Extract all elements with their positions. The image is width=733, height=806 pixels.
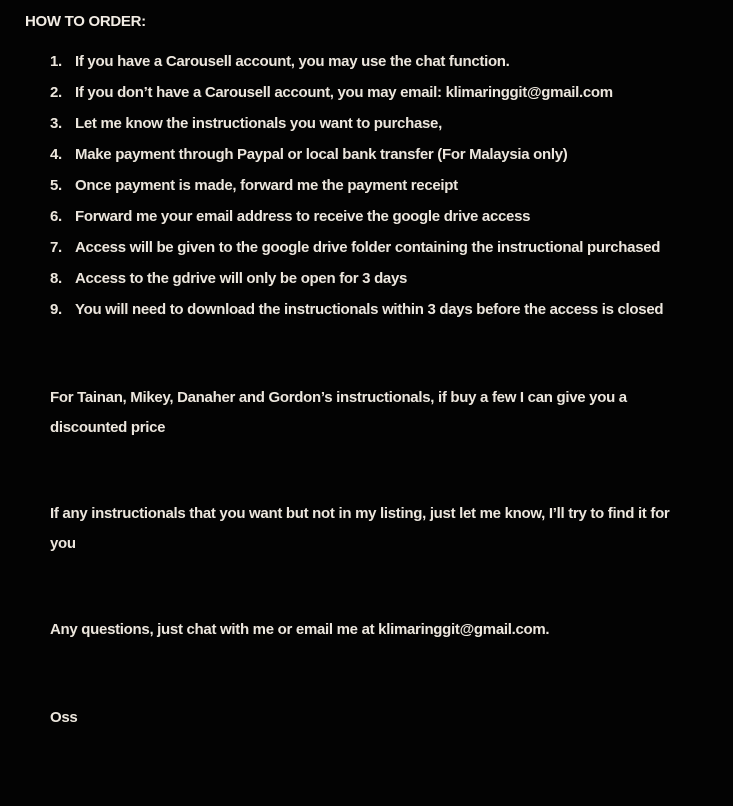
- step-text: If you have a Carousell account, you may use the chat function.: [75, 53, 510, 70]
- list-item: [50, 139, 705, 170]
- signoff-text: Oss: [50, 709, 78, 726]
- paragraph-discount-offer: For Tainan, Mikey, Danaher and Gordon’s instructionals, if buy a few I can give you a discounted price: [50, 389, 627, 436]
- list-item: [50, 294, 705, 325]
- step-text: You will need to download the instructionals within 3 days before the access is closed: [75, 301, 664, 318]
- step-number: 9.: [50, 301, 62, 318]
- step-number: 6.: [50, 208, 62, 225]
- step-text: If you don’t have a Carousell account, you may email: klimaringgit@gmail.com: [75, 84, 613, 101]
- page-title: HOW TO ORDER:: [25, 13, 146, 30]
- step-number: 2.: [50, 84, 62, 101]
- list-item: [50, 170, 705, 201]
- step-number: 5.: [50, 177, 62, 194]
- step-number: 1.: [50, 53, 62, 70]
- paragraph-special-request: If any instructionals that you want but not in my listing, just let me know, I’ll try to find it for you: [50, 505, 670, 552]
- order-steps-list: [50, 46, 705, 325]
- step-text: Make payment through Paypal or local bank transfer (For Malaysia only): [75, 146, 568, 163]
- step-text: Forward me your email address to receive the google drive access: [75, 208, 531, 225]
- step-number: 3.: [50, 115, 62, 132]
- list-item: [50, 46, 705, 77]
- list-item: [50, 201, 705, 232]
- step-number: 8.: [50, 270, 62, 287]
- list-item: [50, 263, 705, 294]
- paragraph-contact-info: Any questions, just chat with me or email me at klimaringgit@gmail.com.: [50, 621, 550, 638]
- step-text: Access will be given to the google drive folder containing the instructional purchased: [75, 239, 661, 256]
- list-item: [50, 232, 705, 263]
- step-number: 7.: [50, 239, 62, 256]
- step-text: Once payment is made, forward me the payment receipt: [75, 177, 458, 194]
- step-text: Let me know the instructionals you want to purchase,: [75, 115, 442, 132]
- step-number: 4.: [50, 146, 62, 163]
- list-item: [50, 77, 705, 108]
- step-text: Access to the gdrive will only be open for 3 days: [75, 270, 408, 287]
- list-item: [50, 108, 705, 139]
